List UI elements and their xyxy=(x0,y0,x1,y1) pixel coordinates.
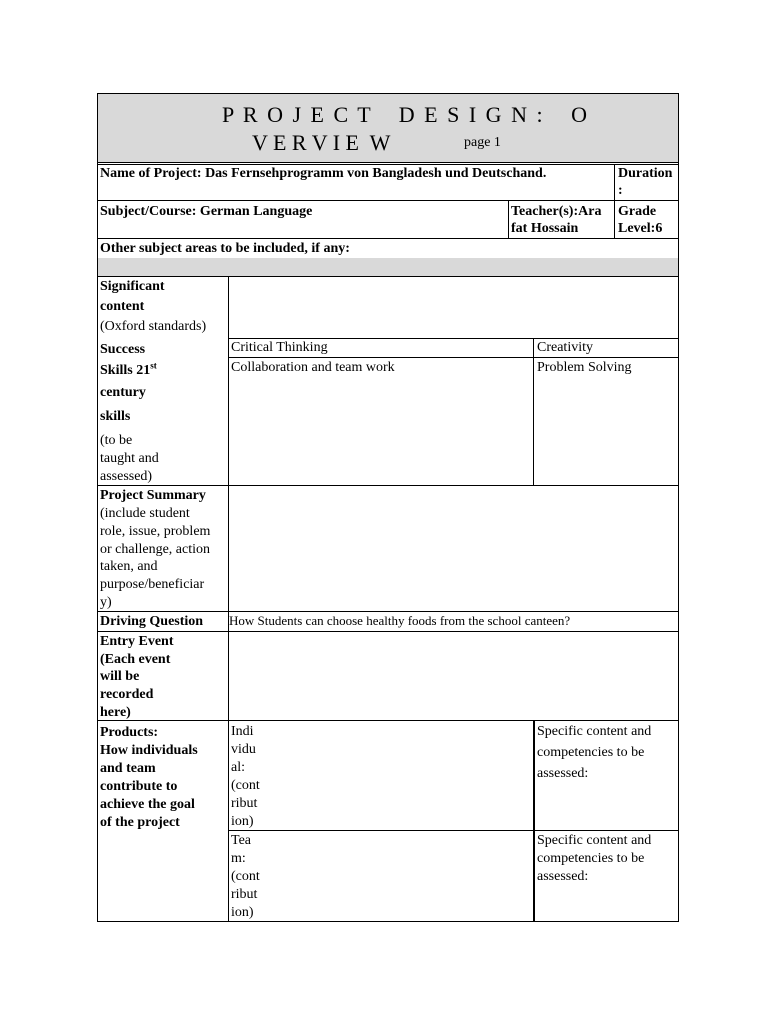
rule-v-labels xyxy=(228,276,229,921)
border-outer-left xyxy=(97,93,98,922)
grade-line1: Grade xyxy=(618,204,657,219)
rule-h12 xyxy=(228,830,679,831)
success-line5: (to be xyxy=(100,433,133,448)
other-subjects-label: Other subject areas to be included, if any: xyxy=(100,241,350,256)
individual-line5: ribut xyxy=(231,796,258,811)
individual-spec-line1: Specific content and xyxy=(537,724,652,739)
success-line3: century xyxy=(100,385,146,400)
success-line2-text: Skills 21 xyxy=(100,363,151,378)
summary-line7: y) xyxy=(100,595,112,610)
products-line1: Products: xyxy=(100,725,159,740)
entry-line3: will be xyxy=(100,669,140,684)
team-spec-line2: competencies to be xyxy=(537,851,645,866)
driving-question-label: Driving Question xyxy=(100,614,204,629)
significant-line3: (Oxford standards) xyxy=(100,319,207,334)
border-outer-top xyxy=(97,93,679,94)
entry-line1: Entry Event xyxy=(100,634,174,649)
skill-critical-thinking: Critical Thinking xyxy=(231,340,328,355)
team-spec-line3: assessed: xyxy=(537,869,589,884)
summary-line4: or challenge, action xyxy=(100,542,211,557)
driving-question-text: How Students can choose healthy foods from the school canteen? xyxy=(229,613,571,628)
page-title-line1: P R O J E C T D E S I G N : O xyxy=(222,102,587,127)
rule-h3 xyxy=(97,200,679,201)
rule-h4 xyxy=(97,238,679,239)
individual-line3: al: xyxy=(231,760,245,775)
success-line1: Success xyxy=(100,342,146,357)
individual-line4: (cont xyxy=(231,778,260,793)
skill-creativity: Creativity xyxy=(537,340,593,355)
individual-line1: Indi xyxy=(231,724,254,739)
individual-line6: ion) xyxy=(231,814,254,829)
products-line6: of the project xyxy=(100,815,180,830)
success-line6: taught and xyxy=(100,451,159,466)
border-outer-right xyxy=(678,93,679,922)
team-line5: ion) xyxy=(231,905,254,920)
success-line4: skills xyxy=(100,409,131,424)
success-line2-sup: st xyxy=(150,360,157,371)
individual-line2: vidu xyxy=(231,742,256,757)
team-spec-line1: Specific content and xyxy=(537,833,652,848)
team-line4: ribut xyxy=(231,887,258,902)
success-line2 xyxy=(100,362,157,380)
summary-line2: (include student xyxy=(100,506,190,521)
individual-spec-line3: assessed: xyxy=(537,766,589,781)
subject-course: Subject/Course: German Language xyxy=(100,204,313,219)
rule-h1 xyxy=(97,162,679,163)
grade-line2: Level:6 xyxy=(618,221,663,236)
entry-line2: (Each event xyxy=(100,652,171,667)
significant-line1: Significant xyxy=(100,279,165,294)
entry-line4: recorded xyxy=(100,687,154,702)
summary-line1: Project Summary xyxy=(100,488,206,503)
individual-spec-line2: competencies to be xyxy=(537,745,645,760)
skill-problem-solving: Problem Solving xyxy=(537,360,632,375)
team-line2: m: xyxy=(231,851,246,866)
skill-collaboration: Collaboration and team work xyxy=(231,360,395,375)
teacher-line1: Teacher(s):Ara xyxy=(511,204,602,219)
products-line5: achieve the goal xyxy=(100,797,195,812)
rule-v-teacher xyxy=(508,200,509,238)
rule-v-duration xyxy=(614,164,615,238)
products-line3: and team xyxy=(100,761,156,776)
border-outer-bottom xyxy=(97,921,679,922)
rule-h8 xyxy=(97,485,679,486)
project-name: Name of Project: Das Fernsehprogramm von Bangladesh und Deutschand. xyxy=(100,166,547,181)
summary-line5: taken, and xyxy=(100,559,158,574)
other-subject-strip xyxy=(98,258,678,276)
rule-h11 xyxy=(97,720,679,721)
products-line4: contribute to xyxy=(100,779,178,794)
success-line7: assessed) xyxy=(100,469,153,484)
rule-h5 xyxy=(97,276,679,277)
duration-colon: : xyxy=(618,183,623,198)
significant-line2: content xyxy=(100,299,145,314)
products-line2: How individuals xyxy=(100,743,198,758)
entry-line5: here) xyxy=(100,705,131,720)
page-title-line2: V E R V I E W xyxy=(252,130,391,155)
rule-h7 xyxy=(228,357,679,358)
page-number: page 1 xyxy=(464,135,501,150)
team-line1: Tea xyxy=(231,833,252,848)
summary-line6: purpose/beneficiar xyxy=(100,577,205,592)
team-line3: (cont xyxy=(231,869,260,884)
rule-h10 xyxy=(97,631,679,632)
rule-v-products xyxy=(533,720,535,921)
rule-v-skills xyxy=(533,338,534,485)
teacher-line2: fat Hossain xyxy=(511,221,579,236)
summary-line3: role, issue, problem xyxy=(100,524,211,539)
duration-label: Duration xyxy=(618,166,673,181)
